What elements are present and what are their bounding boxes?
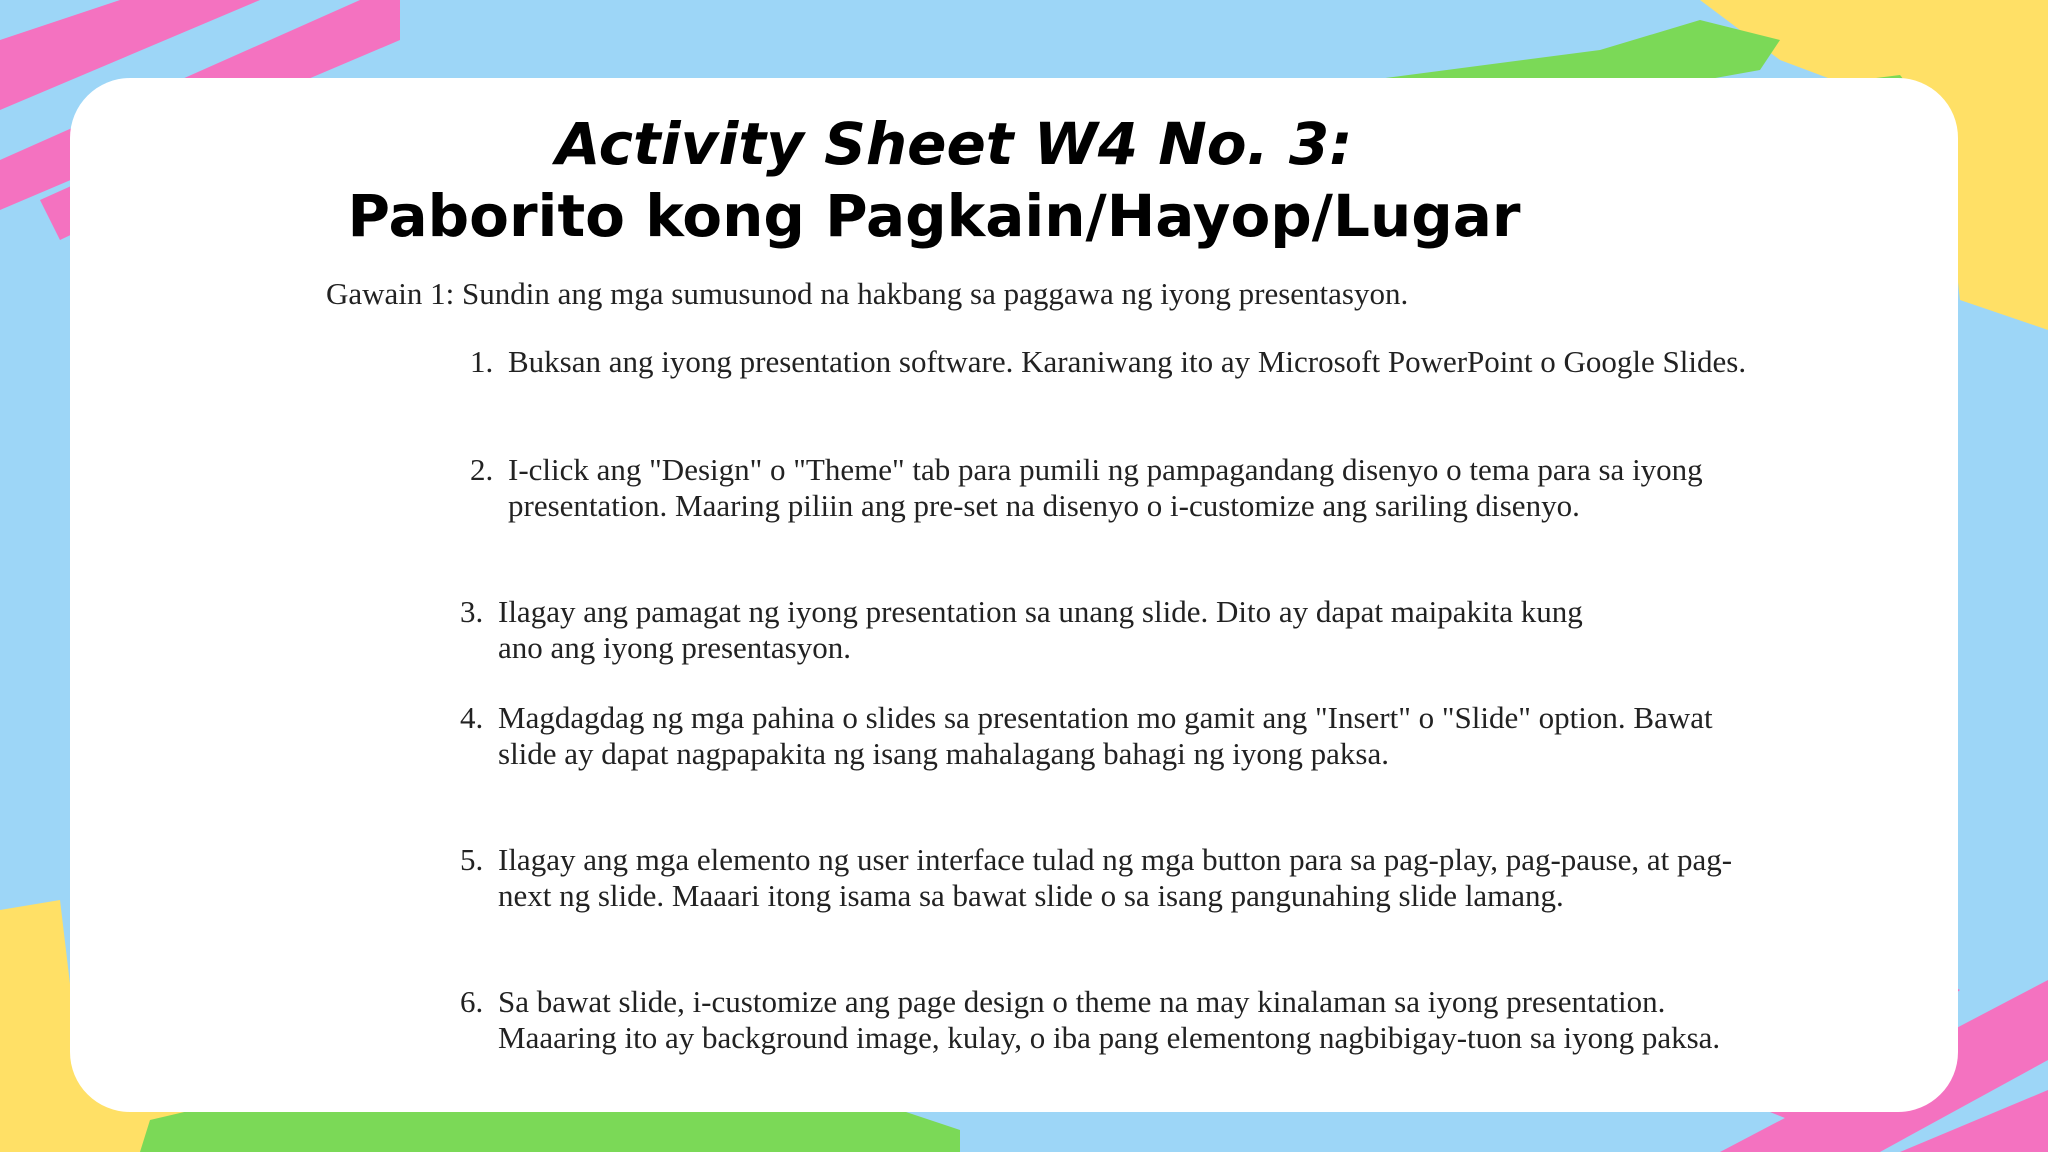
- step-text: Buksan ang iyong presentation software. Karaniwang ito ay Microsoft PowerPoint o Google Slides.: [508, 344, 1747, 379]
- title-line-1: Activity Sheet W4 No. 3:: [555, 110, 1353, 178]
- activity-instructions: Gawain 1: Sundin ang mga sumusunod na hakbang sa paggawa ng iyong presentasyon.: [326, 276, 1409, 311]
- step-text: I-click ang "Design" o "Theme" tab para pumili ng pampagandang disenyo o tema para sa iyong presentation. Maaring piliin ang pre-set na disenyo o i-customize ang sariling disenyo.: [508, 452, 1703, 523]
- slide-title: [70, 108, 1958, 252]
- step-number: 2.: [470, 452, 494, 487]
- step-number: 6.: [460, 984, 484, 1019]
- step-text: Ilagay ang pamagat ng iyong presentation sa unang slide. Dito ay dapat maipakita kung ano ang iyong presentasyon.: [498, 594, 1583, 665]
- activity-sheet-document: [300, 272, 1747, 1112]
- step-text: Sa bawat slide, i-customize ang page design o theme na may kinalaman sa iyong presentation. Maaaring ito ay background image, kulay, o iba pang elementong nagbibigay-tuon sa iyong paksa.: [498, 984, 1721, 1055]
- step-text: Magdagdag ng mga pahina o slides sa presentation mo gamit ang "Insert" o "Slide" option. Bawat slide ay dapat nagpapakita ng isang mahalagang bahagi ng iyong paksa.: [498, 700, 1713, 771]
- step-number: 5.: [460, 842, 484, 877]
- title-line-2: Paborito kong Pagkain/Hayop/Lugar: [347, 182, 1521, 250]
- step-number: 3.: [460, 594, 484, 629]
- step-number: 1.: [470, 344, 494, 379]
- step-text: Ilagay ang mga elemento ng user interface tulad ng mga button para sa pag-play, pag-pause, at pag-next ng slide. Maaari itong isama sa bawat slide o sa isang pangunahing slide lamang.: [498, 842, 1733, 913]
- step-number: 4.: [460, 700, 484, 735]
